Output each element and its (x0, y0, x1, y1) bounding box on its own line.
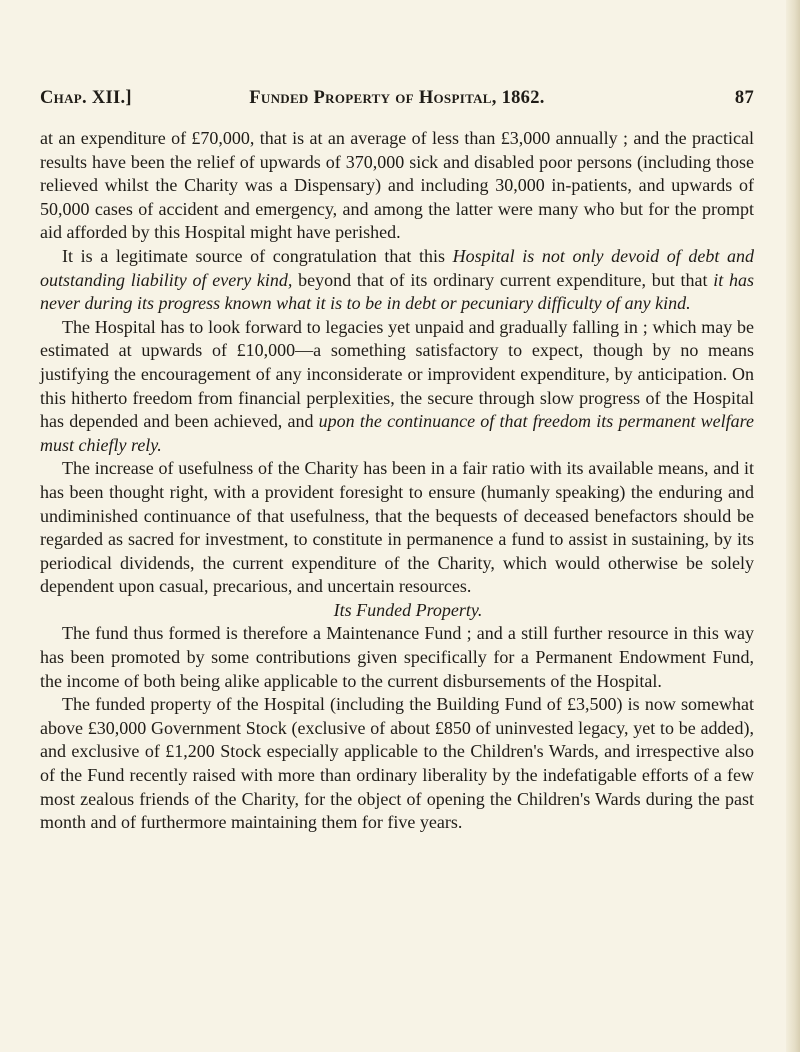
page-edge (786, 0, 800, 1052)
running-header (40, 88, 754, 114)
paragraph-2-text-a: It is a legitimate source of congratulation that this (62, 245, 453, 266)
section-subheading: Its Funded Property. (333, 599, 483, 620)
paragraph-1: at an expenditure of £70,000, that is at an average of less than £3,000 annually ; and the practical results have been the relief of upwards of 370,000 sick and disabled poor persons (including those relieved whilst the Charity was a Dispensary) and including 30,000 in-patients, and upwards of 50,000 cases of accident and emergency, and among the latter were many who but for the prompt aid afforded by this Hospital might have perished. (40, 128, 754, 243)
paragraph-3-text: The Hospital has to look forward to legacies yet unpaid and gradually falling in ; which may be estimated at upwards of £10,000—a something satisfactory to expect, though by no means justifying the encouragement of any inconsiderate or improvident expenditure, by anticipation. On this hitherto freedom from financial perplexities, the secure through slow progress of the Hospital has depended and been achieved, and (40, 316, 754, 432)
page-body (40, 127, 754, 835)
paragraph-3-emphasis: upon the continuance of that freedom its permanent welfare must chiefly rely. (40, 411, 754, 455)
paragraph-4: The increase of usefulness of the Charity has been in a fair ratio with its available means, and it has been thought right, with a provident foresight to ensure (humanly speaking) the enduring and undiminished continuance of that usefulness, that the bequests of deceased benefactors should be regarded as sacred for investment, to constitute in permanence a fund to assist in sustaining, by its periodical dividends, the current expenditure of the Charity, which would otherwise be solely dependent upon casual, precarious, and uncertain resources. (40, 458, 754, 597)
page-number: 87 (734, 88, 754, 108)
paragraph-2-emphasis-a: Hospital is not only devoid of debt and outstanding liability of every kind, (40, 245, 754, 290)
paragraph-2-emphasis-b: it has never during its progress known what it is to be in debt or pecuniary difficulty of any kind. (40, 269, 754, 314)
paragraph-3 (40, 316, 754, 458)
paragraph-2-text-b: beyond that of its ordinary current expenditure, but that (292, 269, 714, 290)
paragraph-2 (40, 245, 754, 316)
chapter-label: Chap. XII.] (40, 88, 132, 108)
paragraph-6: The funded property of the Hospital (including the Building Fund of £3,500) is now somewhat above £30,000 Government Stock (exclusive of about £850 of uninvested legacy, yet to be added), and exclusive of £1,200 Stock especially applicable to the Children's Wards, and irrespective also of the Fund recently raised with more than ordinary liberality by the indefatigable efforts of a few most zealous friends of the Charity, for the object of opening the Children's Wards during the past month and of furthermore maintaining them for five years. (40, 694, 754, 833)
paragraph-5: The fund thus formed is therefore a Maintenance Fund ; and a still further resource in this way has been promoted by some contributions given specifically for a Permanent Endowment Fund, the income of both being alike applicable to the current disbursements of the Hospital. (40, 623, 754, 691)
running-title: Funded Property of Hospital, 1862. (249, 88, 545, 108)
